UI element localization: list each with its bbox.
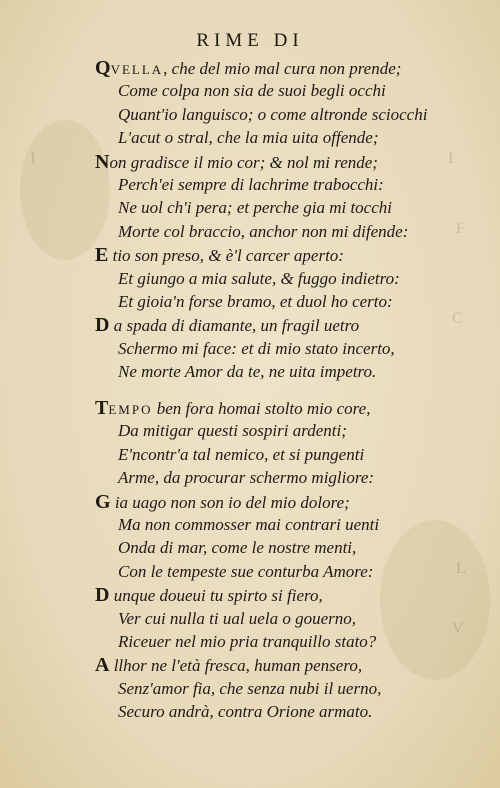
verse-text: E'ncontr'a tal nemico, et si pungenti (118, 444, 365, 464)
verse-line (118, 535, 356, 561)
bleed-through-mark: I (30, 150, 36, 167)
paper-stain (20, 120, 110, 260)
verse-text: Securo andrà, contra Orione armato. (118, 702, 373, 722)
small-caps-word: VELLA (110, 62, 164, 77)
verse-line-lead (95, 149, 378, 175)
verse-line-lead (95, 489, 350, 515)
bleed-through-mark: I (448, 150, 454, 167)
verse-text: Senz'amor fia, che senza nubi il uerno, (118, 678, 382, 698)
verse-text: Con le tempeste sue conturba Amore: (118, 561, 374, 581)
verse-line-lead (95, 55, 401, 81)
verse-line (118, 442, 364, 468)
verse-text: Et gioia'n forse bramo, et duol ho certo: (118, 292, 393, 311)
verse-text: Da mitigar questi sospiri ardenti; (118, 421, 347, 441)
verse-line (118, 699, 372, 725)
verse-line (118, 629, 376, 655)
verse-line (118, 195, 392, 221)
initial-letter: E (95, 244, 109, 267)
verse-line-lead (95, 582, 323, 608)
verse-text: llhor ne l'età fresca, human pensero, (109, 656, 363, 676)
verse-line (118, 219, 408, 245)
verse-text: Ver cui nulla ti ual uela o gouerno, (118, 608, 356, 628)
verse-line-lead (95, 395, 370, 421)
initial-letter: Q (95, 57, 111, 79)
verse-line (118, 78, 386, 104)
initial-letter: T (95, 397, 109, 419)
verse-line (118, 172, 384, 198)
verse-line-lead (95, 242, 344, 268)
verse-text: , che del mio mal cura non prende; (163, 59, 402, 78)
verse-text: Arme, da procurar schermo migliore: (118, 468, 375, 488)
small-caps-word: EMPO (108, 402, 153, 417)
verse-line (118, 418, 347, 444)
initial-letter: D (95, 314, 110, 337)
verse-text: ben fora homai stolto mio core, (152, 399, 371, 418)
bleed-through-mark: F (456, 220, 465, 237)
verse-text: ia uago non son io del mio dolore; (110, 492, 350, 512)
verse-line-lead (95, 312, 359, 338)
verse-text: Riceuer nel mio pria tranquillo stato? (118, 632, 377, 651)
verse-line (118, 336, 395, 362)
verse-text: Schermo mi face: et di mio stato incerto, (118, 338, 395, 358)
verse-text: Morte col braccio, anchor non mi difende: (118, 221, 409, 241)
verse-line (118, 359, 376, 385)
verse-text: on gradisce il mio cor; & nol mi rende; (109, 152, 378, 172)
verse-text: Onda di mar, come le nostre menti, (118, 538, 357, 558)
bleed-through-mark: V (452, 620, 464, 637)
initial-letter: A (95, 654, 110, 677)
verse-line (118, 289, 393, 315)
verse-text: Ne morte Amor da te, ne uita impetro. (118, 362, 377, 382)
verse-line (118, 125, 379, 151)
verse-text: Quant'io languisco; o come altronde sciocchi (118, 104, 428, 124)
initial-letter: D (95, 584, 110, 607)
verse-line (118, 465, 374, 491)
verse-text: Ne uol ch'i pera; et perche gia mi tocchi (118, 198, 392, 218)
verse-text: Perch'ei sempre di lachrime trabocchi: (118, 175, 384, 194)
verse-line (118, 606, 356, 632)
initial-letter: G (95, 490, 111, 513)
verse-text: L'acut o stral, che la mia uita offende; (118, 128, 379, 148)
verse-text: Come colpa non sia de suoi begli occhi (118, 81, 386, 101)
verse-line (118, 676, 381, 702)
verse-text: unque doueui tu spirto si fiero, (109, 586, 323, 606)
verse-line (118, 512, 379, 538)
verse-text: Ma non commosser mai contrari uenti (118, 515, 380, 534)
running-header: RIME DI (196, 30, 304, 51)
initial-letter: N (95, 150, 110, 173)
verse-text: a spada di diamante, un fragil uetro (109, 316, 360, 336)
bleed-through-mark: C (452, 310, 463, 327)
verse-line (118, 559, 373, 585)
verse-text: Et giungo a mia salute, & fuggo indietro: (118, 268, 400, 288)
verse-line (118, 102, 427, 128)
bleed-through-mark: L (456, 560, 466, 577)
paper-stain (380, 520, 490, 680)
verse-text: tio son preso, & è'l carcer aperto: (108, 246, 344, 266)
verse-line (118, 266, 400, 292)
verse-line-lead (95, 652, 362, 678)
